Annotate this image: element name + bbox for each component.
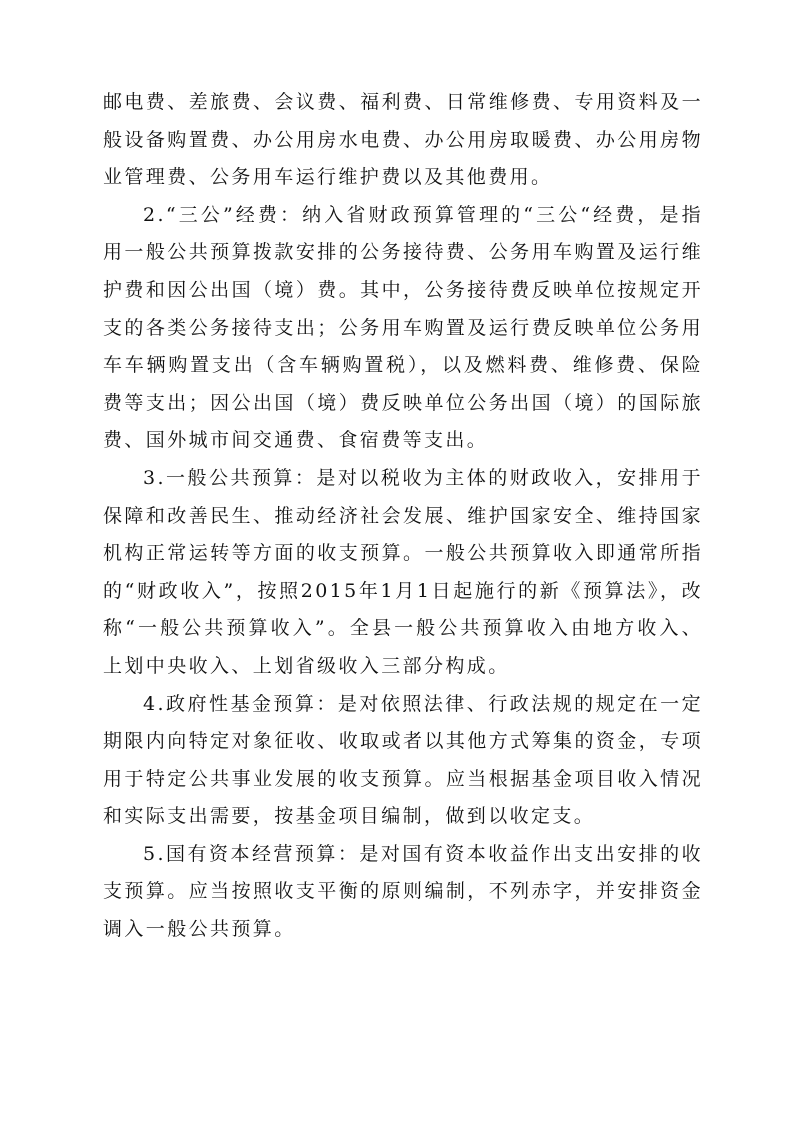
paragraph-item-2-three-public-expenses: 2.“三公”经费：纳入省财政预算管理的“三公“经费，是指用一般公共预算拨款安排的公务接待费、公务用车购置及运行维护费和因公出国（境）费。其中，公务接待费反映单位按规定开支的各类公务接待支出；公务用车购置及运行费反映单位公务用车车辆购置支出（含车辆购置税），以及燃料费、维修费、保险费等支出；因公出国（境）费反映单位公务出国（境）的国际旅费、国外城市间交通费、食宿费等支出。: [103, 203, 703, 452]
paragraph-item-3-general-public-budget: 3.一般公共预算：是对以税收为主体的财政收入，安排用于保障和改善民生、推动经济社会发展、维护国家安全、维持国家机构正常运转等方面的收支预算。一般公共预算收入即通常所指的“财政收入”，按照2015年1月1日起施行的新《预算法》，改称“一般公共预算收入”。全县一般公共预算收入由地方收入、上划中央收入、上划省级收入三部分构成。: [103, 466, 703, 677]
paragraph-continuation: 邮电费、差旅费、会议费、福利费、日常维修费、专用资料及一般设备购置费、办公用房水电费、办公用房取暖费、办公用房物业管理费、公务用车运行维护费以及其他费用。: [103, 91, 703, 189]
document-body: [103, 84, 703, 949]
paragraph-item-4-government-fund-budget: 4.政府性基金预算：是对依照法律、行政法规的规定在一定期限内向特定对象征收、收取或者以其他方式筹集的资金，专项用于特定公共事业发展的收支预算。应当根据基金项目收入情况和实际支出需要，按基金项目编制，做到以收定支。: [103, 692, 703, 828]
paragraph-item-5-state-capital-budget: 5.国有资本经营预算：是对国有资本收益作出支出安排的收支预算。应当按照收支平衡的原则编制，不列赤字，并安排资金调入一般公共预算。: [103, 842, 703, 941]
